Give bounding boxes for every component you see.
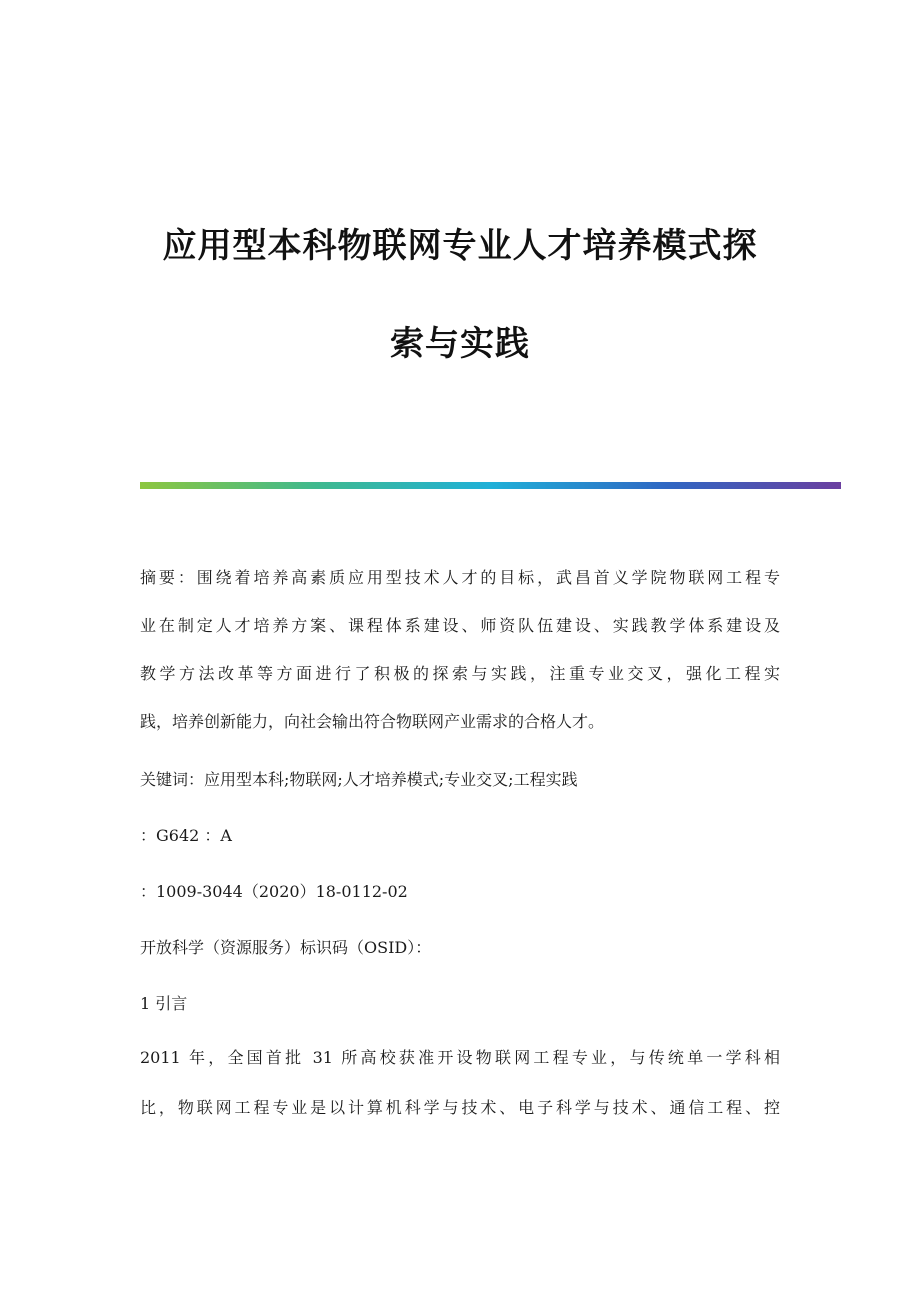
osid-label: 开放科学（资源服务）标识码（OSID）：: [140, 938, 432, 957]
title-divider: [140, 482, 841, 489]
intro-line: 比，物联网工程专业是以计算机科学与技术、电子科学与技术、通信工程、控: [140, 1098, 780, 1117]
classification-code: ：G642 ：A: [140, 826, 232, 845]
abstract-line: 教学方法改革等方面进行了积极的探索与实践，注重专业交叉，强化工程实: [140, 664, 780, 683]
abstract-line: 摘要：围绕着培养高素质应用型技术人才的目标，武昌首义学院物联网工程专: [140, 568, 780, 587]
section-heading: 1 引言: [140, 994, 188, 1013]
document-title-line-2: 索与实践: [390, 324, 530, 364]
article-id: ：1009-3044（2020）18-0112-02: [140, 882, 408, 901]
intro-line: 2011 年，全国首批 31 所高校获准开设物联网工程专业，与传统单一学科相: [140, 1048, 780, 1067]
intro-paragraph: [140, 1046, 780, 1146]
abstract-line: 践，培养创新能力，向社会输出符合物联网产业需求的合格人才。: [140, 712, 605, 731]
abstract-paragraph: [140, 566, 780, 758]
document-title-line-1: 应用型本科物联网专业人才培养模式探: [162, 226, 758, 266]
abstract-line: 业在制定人才培养方案、课程体系建设、师资队伍建设、实践教学体系建设及: [140, 616, 780, 635]
keywords: 关键词：应用型本科;物联网;人才培养模式;专业交叉;工程实践: [140, 770, 578, 789]
